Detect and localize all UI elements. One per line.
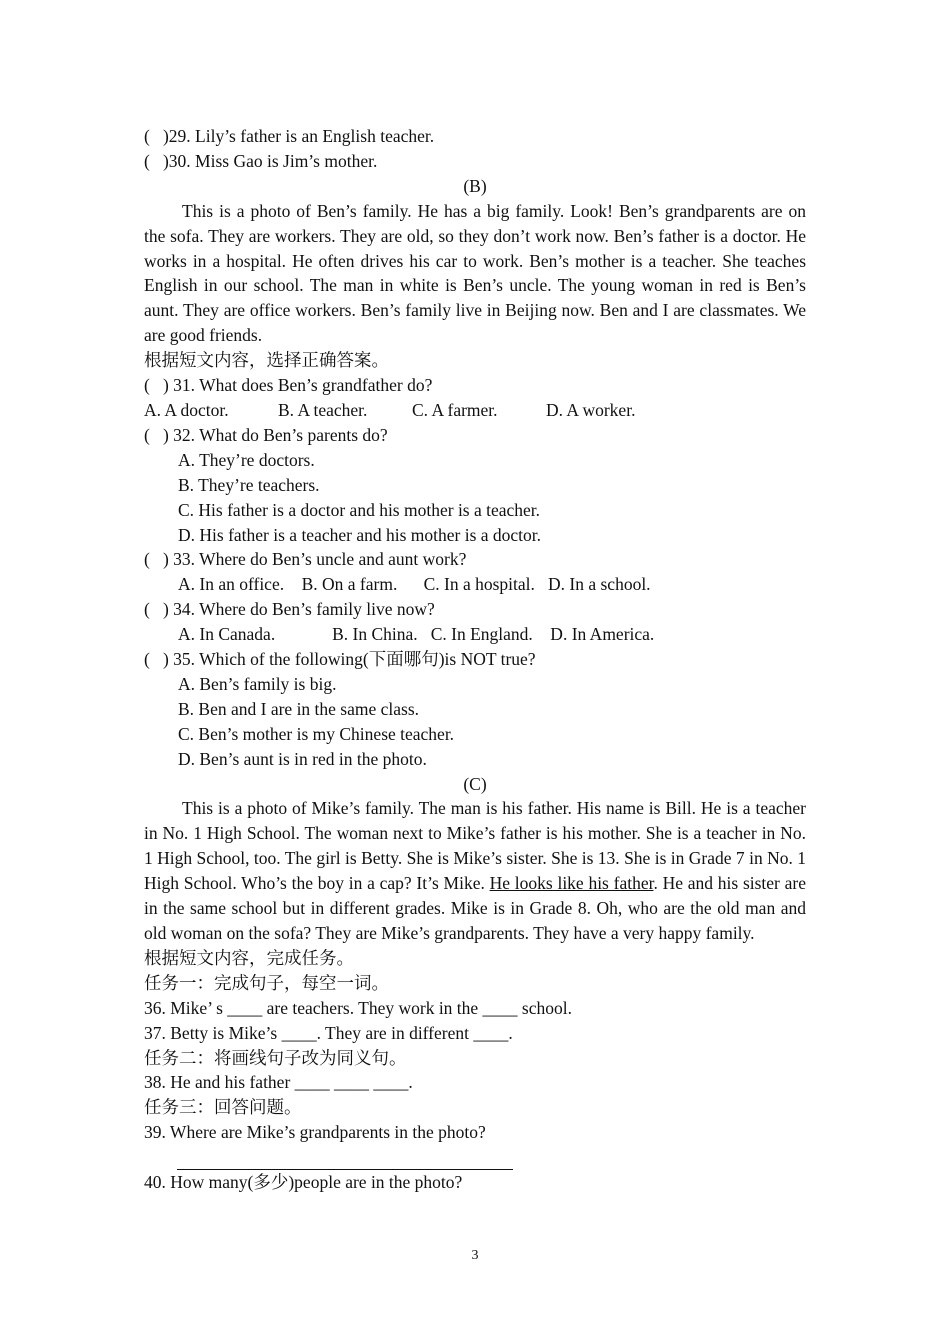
question-32-stem: ( ) 32. What do Ben’s parents do?: [144, 424, 388, 445]
page-content: [144, 124, 806, 1195]
q31-option-b: B. A teacher.: [278, 399, 368, 420]
q32-option-c: C. His father is a doctor and his mother is a teacher.: [178, 499, 541, 520]
section-c-passage: [144, 796, 806, 945]
q32-option-b: B. They’re teachers.: [178, 474, 320, 495]
question-38: 38. He and his father ____ ____ ____.: [144, 1072, 413, 1093]
question-30: ( )30. Miss Gao is Jim’s mother.: [144, 150, 378, 171]
section-b-instruction: 根据短文内容，选择正确答案。: [144, 350, 389, 371]
q35-option-b: B. Ben and I are in the same class.: [178, 698, 420, 719]
q32-option-d: D. His father is a teacher and his mother is a doctor.: [178, 524, 542, 545]
question-31-options: [144, 398, 806, 423]
answer-line-39: [177, 1145, 513, 1170]
section-b-passage: This is a photo of Ben’s family. He has a big family. Look! Ben’s grandparents are on the sofa. They are workers. They are old, so they don’t work now. Ben’s father is a doctor. He works in a hospital. He often drives his car to work. Ben’s mother is a teacher. She teaches English in our school. The man in white is Ben’s uncle. The young woman in red is Ben’s aunt. They are office workers. Ben’s family live in Beijing now. Ben and I are classmates. We are good friends.: [144, 200, 806, 346]
section-b-heading: (B): [463, 175, 487, 196]
q34-options: A. In Canada. B. In China. C. In England. D. In America.: [178, 624, 655, 645]
task-1-heading: 任务一：完成句子，每空一词。: [144, 972, 389, 993]
q35-option-a: A. Ben’s family is big.: [178, 673, 337, 694]
q35-option-d: D. Ben’s aunt is in red in the photo.: [178, 748, 427, 769]
page-number: 3: [471, 1248, 479, 1263]
q33-options: A. In an office. B. On a farm. C. In a hospital. D. In a school.: [178, 574, 651, 595]
q32-option-a: A. They’re doctors.: [178, 449, 315, 470]
passage-text-after: . He and his sister are in the same school but in different grades. Mike is in Grade 8. Oh, who are the old man and old woman on the sofa? They are Mike’s grandparents. They have a very happy family.: [144, 873, 806, 943]
question-36: 36. Mike’ s ____ are teachers. They work in the ____ school.: [144, 997, 572, 1018]
question-29: ( )29. Lily’s father is an English teacher.: [144, 126, 435, 146]
question-35-stem: ( ) 35. Which of the following(下面哪句)is NOT true?: [144, 649, 536, 670]
q31-option-d: D. A worker.: [546, 399, 636, 420]
q31-option-a: A. A doctor.: [144, 399, 229, 420]
task-2-heading: 任务二：将画线句子改为同义句。: [144, 1047, 407, 1068]
passage-text-before: This is a photo of Mike’s family. The man is his father. His name is Bill. He is a teacher in No. 1 High School. The woman next to Mike’s father is his mother. She is a teacher in No. 1 High School, too. The girl is Betty. She is Mike’s sister. She is 13. She is in Grade 7 in No. 1 High School. Who’s the boy in a cap? It’s Mike.: [144, 798, 806, 894]
underlined-sentence: He looks like his father: [489, 873, 654, 894]
task-3-heading: 任务三：回答问题。: [144, 1097, 302, 1118]
q35-option-c: C. Ben’s mother is my Chinese teacher.: [178, 723, 455, 744]
question-40: 40. How many(多少)people are in the photo?: [144, 1172, 463, 1193]
q31-option-c: C. A farmer.: [412, 399, 498, 420]
question-39: 39. Where are Mike’s grandparents in the photo?: [144, 1122, 486, 1143]
question-34-stem: ( ) 34. Where do Ben’s family live now?: [144, 599, 435, 620]
section-c-instruction: 根据短文内容，完成任务。: [144, 947, 354, 968]
question-37: 37. Betty is Mike’s ____. They are in different ____.: [144, 1022, 513, 1043]
section-c-heading: (C): [463, 773, 487, 794]
question-31-stem: ( ) 31. What does Ben’s grandfather do?: [144, 375, 433, 396]
question-33-stem: ( ) 33. Where do Ben’s uncle and aunt work?: [144, 549, 467, 570]
